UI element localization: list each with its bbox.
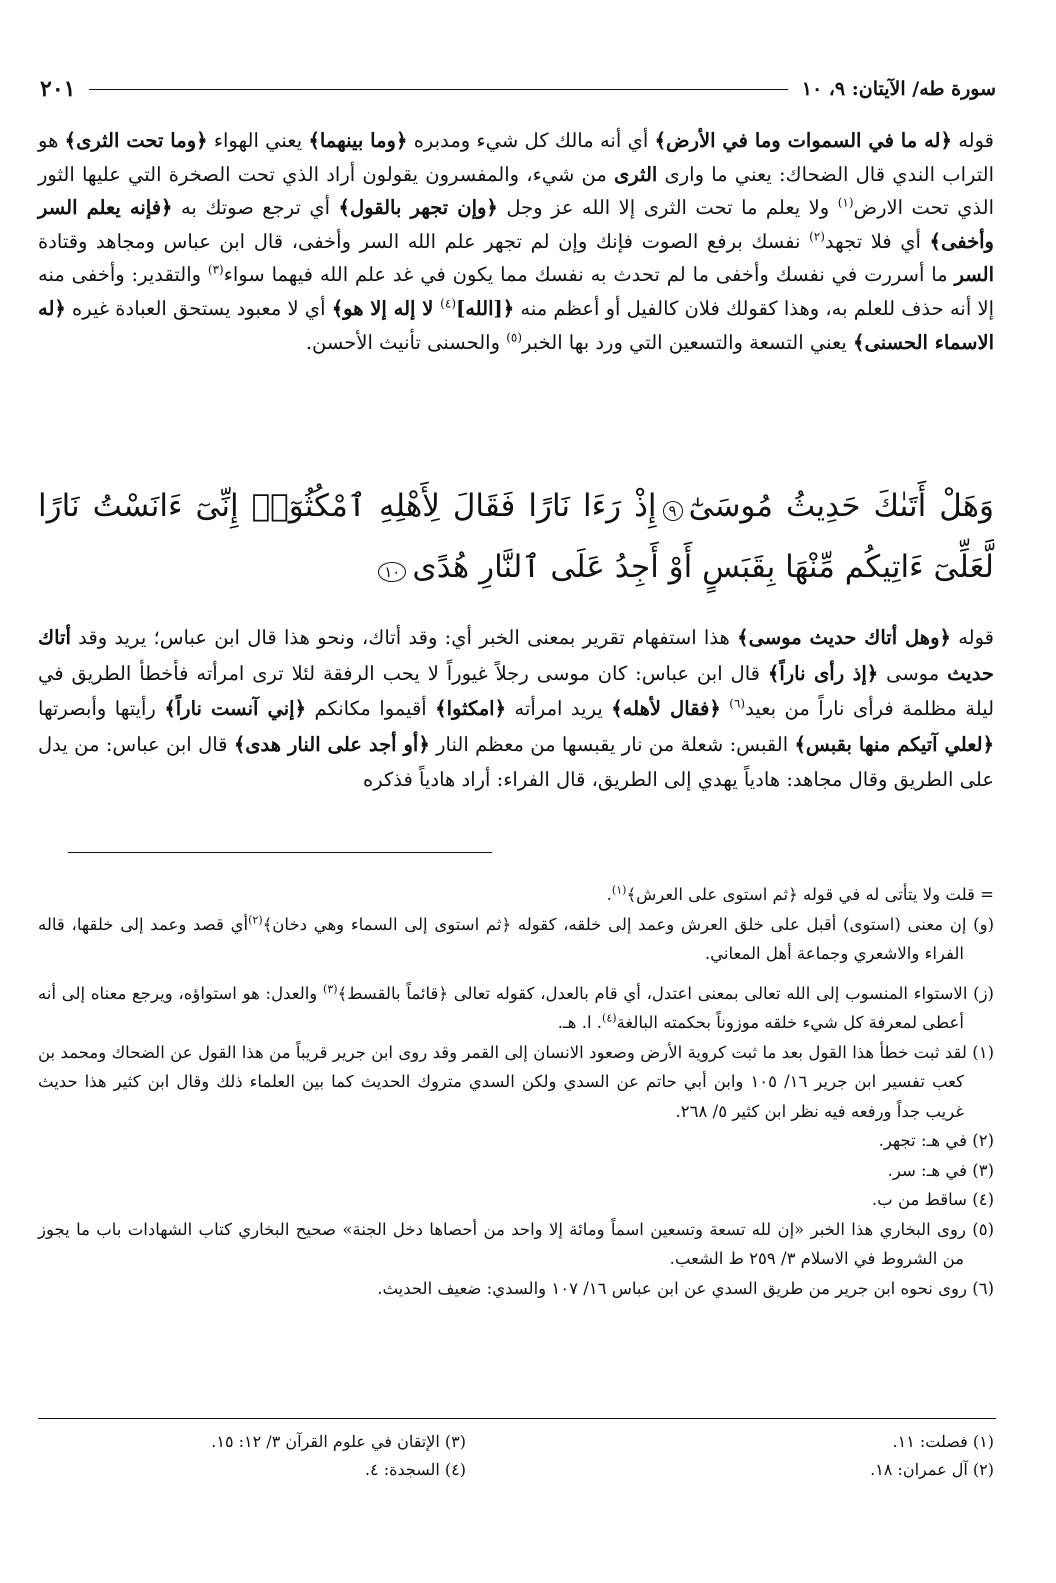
footnote-item: (١) لقد ثبت خطأ هذا القول بعد ما ثبت كروية الأرض وصعود الانسان إلى القمر وقد روى ابن جرير قريباً من هذا القول عن الضحاك ومحمد بن كعب تفسير ابن جرير ١٦/ ١٠٥ وابن أبي حاتم عن السدي ولكن السدي متروك الحديث كما بين العلماء ذلك وقال ابن كثير هذا حديث غريب جداً ورفعه فيه نظر ابن كثير ٥/ ٢٦٨. xyxy=(38,1042,994,1121)
footnotes xyxy=(38,880,994,1303)
quran-refs-separator xyxy=(38,1418,996,1419)
footnote-separator xyxy=(68,852,492,853)
quran-ref-item: (٣) الإتقان في علوم القرآن ٣/ ١٢: ١٥. xyxy=(211,1432,466,1451)
quran-refs-column xyxy=(38,1428,516,1484)
commentary-text: قوله ﴿وهل أتاك حديث موسى﴾ هذا استفهام تقرير بمعنى الخبر أي: وقد أتاك، ونحو هذا قال ابن عباس؛ يريد وقد أتاك حديث موسى ﴿إذ رأى ناراً﴾ قال ابن عباس: كان موسى رجلاً غيوراً لا يحب الرفقة لئلا ترى امرأته فأخطأ الطريق في ليلة مظلمة فرأى ناراً من بعيد$^{(٦)}$ ﴿فقال لأهله﴾ يريد امرأته ﴿امكثوا﴾ أقيموا مكانكم ﴿إني آنست ناراً﴾ رأيتها وأبصرتها ﴿لعلي آتيكم منها بقبس﴾ القبس: شعلة من نار يقبسها من معظم النار ﴿أو أجد على النار هدى﴾ قال ابن عباس: من يدل على الطريق وقال مجاهد: هادياً يهدي إلى الطريق، قال الفراء: أراد هادياً فذكره xyxy=(38,626,995,791)
footnote-continuation: = قلت ولا يتأتى له في قوله ﴿ثم استوى على العرش﴾$^{(١)}$. xyxy=(606,883,994,904)
ayah-number-marker: ٩ xyxy=(663,501,683,521)
quran-ref-item: (٢) آل عمران: ١٨. xyxy=(870,1460,994,1479)
quran-refs-column xyxy=(516,1428,994,1484)
quran-ref-item: (٤) السجدة: ٤. xyxy=(364,1460,466,1479)
footnote-ref: (١) xyxy=(837,195,854,210)
tafsir-text: قوله ﴿له ما في السموات وما في الأرض﴾ أي أنه مالك كل شيء ومدبره ﴿وما بينهما﴾ يعني الهواء ﴿وما تحت الثرى﴾ هو التراب الندي قال الضحاك: يعني ما وارى الثرى من شيء، والمفسرون يقولون أراد الذي تحت الصخرة التي عليها الثور الذي تحت الارض$^{(١)}$ ولا يعلم ما تحت الثرى إلا الله عز وجل ﴿وإن تجهر بالقول﴾ أي ترجع صوتك به ﴿فإنه يعلم السر وأخفى﴾ أي فلا تجهد$^{(٢)}$ نفسك برفع الصوت فإنك وإن لم تجهر علم الله السر وأخفى، قال ابن عباس ومجاهد وقتادة السر ما أسررت في نفسك وأخفى ما لم تحدث به نفسك مما يكون في غد علم الله فيهما سواء$^{(٣)}$ والتقدير: وأخفى منه إلا أنه حذف للعلم به، وهذا كقولك فلان كالفيل أو أعظم منه ﴿[الله]$^{(٤)}$ لا إله إلا هو﴾ أي لا معبود يستحق العبادة غيره ﴿له الاسماء الحسنى﴾ يعني التسعة والتسعين التي ورد بها الخبر$^{(٥)}$ والحسنى تأنيث الأحسن. xyxy=(38,129,995,354)
footnote-item: (٥) روى البخاري هذا الخبر «إن لله تسعة وتسعين اسماً ومائة إلا واحد من أحصاها دخل الجنة» صحيح البخاري كتاب الشهادات باب ما يجوز من الشروط في الاسلام ٣/ ٢٥٩ ط الشعب. xyxy=(38,1219,994,1268)
surah-title: سورة طه/ الآيتان: ٩، ١٠ xyxy=(801,78,996,100)
footnote-item: (٢) في هـ: تجهر. xyxy=(878,1131,994,1150)
page-number: ٢٠١ xyxy=(40,76,76,102)
tafsir-paragraph xyxy=(38,124,994,359)
footnote-ref: (٢) xyxy=(809,229,825,244)
verse-text: وَهَلْ أَتَىٰكَ حَدِيثُ مُوسَىٰٓ xyxy=(688,488,994,524)
verse-text: إِذْ رَءَا نَارًا فَقَالَ لِأَهْلِهِ ٱمْكُثُوٓا۟ إِنِّىٓ ءَانَسْتُ نَارًا لَّعَلِّىٓ ءَاتِيكُم مِّنْهَا بِقَبَسٍ أَوْ أَجِدُ عَلَى ٱلنَّارِ هُدًى xyxy=(38,488,994,585)
footnote-item: (٦) روى نحوه ابن جرير من طريق السدي عن ابن عباس ١٦/ ١٠٧ والسدي: ضعيف الحديث. xyxy=(377,1278,994,1298)
footnote-item: (ز) الاستواء المنسوب إلى الله تعالى بمعنى اعتدل، أي قام بالعدل، كقوله تعالى ﴿قائماً بالقسط﴾$^{(٣)}$ والعدل: هو استواؤه، ويرجع معناه إلى أنه أعطى لمعرفة كل شيء خلقه موزوناً بحكمته البالغة$^{(٤)}$. ا. هـ. xyxy=(38,982,994,1032)
footnote-ref: (٥) xyxy=(506,330,523,345)
footnote-item: (٣) في هـ: سر. xyxy=(887,1160,994,1180)
ayah-number-marker: ١٠ xyxy=(378,562,406,582)
footnote-ref: (٣) xyxy=(207,262,224,277)
quran-verse xyxy=(38,478,994,600)
footnote-item: (٤) ساقط من ب. xyxy=(871,1190,994,1209)
footnote-item: (و) إن معنى (استوى) أقبل على خلق العرش وعمد إلى خلقه، كقوله ﴿ثم استوى إلى السماء وهي دخان﴾$^{(٢)}$أي قصد وعمد إلى خلقها، قاله الفراء والاشعري وجماعة أهل المعاني. xyxy=(38,913,995,963)
footnote-ref: (٤) xyxy=(440,296,456,311)
running-head xyxy=(40,72,996,106)
commentary-paragraph xyxy=(38,620,994,798)
header-rule xyxy=(89,89,787,90)
quran-references xyxy=(38,1428,994,1488)
footnote-ref: (٦) xyxy=(729,696,746,711)
quran-ref-item: (١) فصلت: ١١. xyxy=(892,1432,994,1451)
